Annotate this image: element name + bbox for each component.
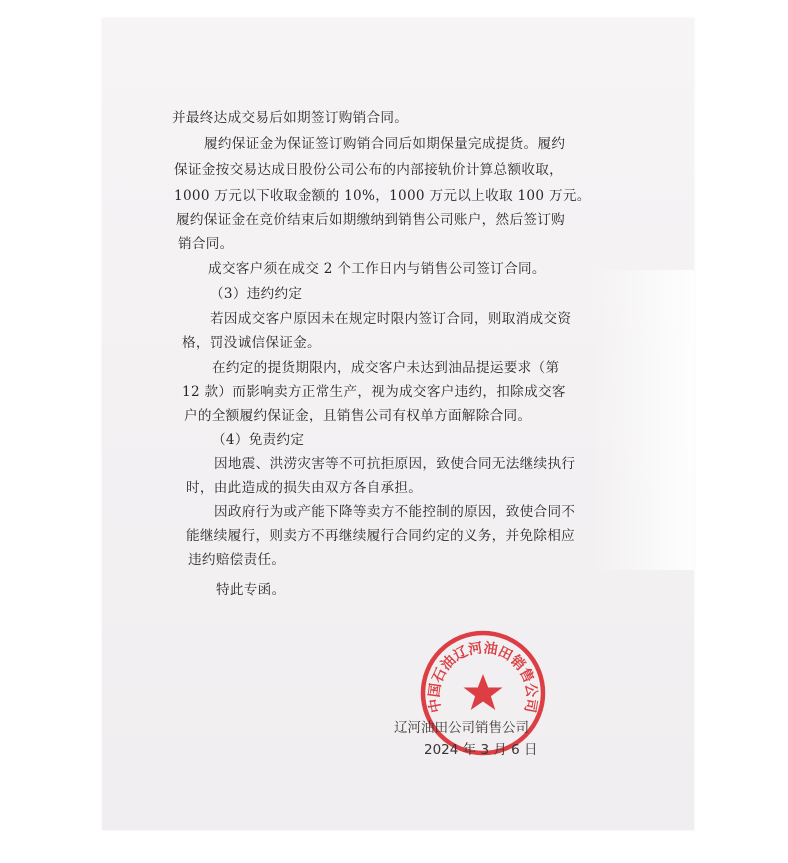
body-line-2: 履约保证金为保证签订购销合同后如期保量完成提货。履约 — [204, 136, 566, 152]
body-line-7: 成交客户须在成交 2 个工作日内与销售公司签订合同。 — [208, 261, 546, 277]
body-line-17: 因政府行为或产能下降等卖方不能控制的原因，致使合同不 — [214, 504, 576, 520]
body-line-13: 户的全额履约保证金，且销售公司有权单方面解除合同。 — [184, 408, 532, 424]
body-line-4: 1000 万元以下收取金额的 10%，1000 万元以上收取 100 万元。 — [174, 188, 591, 204]
body-line-18: 能继续履行，则卖方不再继续履行合同约定的义务，并免除相应 — [186, 528, 576, 544]
closing-line: 特此专函。 — [216, 582, 286, 598]
section-heading-exemption: （4）免责约定 — [212, 432, 305, 448]
signature-company: 辽河油田公司销售公司 — [394, 720, 529, 736]
seal-star-icon — [464, 674, 503, 710]
body-line-15: 因地震、洪涝灾害等不可抗拒原因，致使合同无法继续执行 — [214, 456, 576, 472]
body-line-19: 违约赔偿责任。 — [188, 552, 286, 568]
body-line-16: 时，由此造成的损失由双方各自承担。 — [186, 480, 423, 496]
body-line-11: 在约定的提货期限内，成交客户未达到油品提运要求（第 — [212, 360, 560, 376]
body-line-10: 格，罚没诚信保证金。 — [182, 335, 321, 351]
paper-fold-shade — [590, 270, 694, 570]
body-line-3: 保证金按交易达成日股份公司公布的内部接轨价计算总额收取， — [174, 162, 564, 178]
body-line-9: 若因成交客户原因未在规定时限内签订合同，则取消成交资 — [210, 311, 572, 327]
seal-text: 中国石油辽河油田销售公司 — [426, 640, 540, 714]
body-line-12: 12 款）而影响卖方正常生产，视为成交客户违约，扣除成交客 — [182, 384, 566, 400]
body-line-6: 销合同。 — [178, 236, 234, 252]
body-line-5: 履约保证金在竞价结束后如期缴纳到销售公司账户，然后签订购 — [176, 212, 566, 228]
body-line-1: 并最终达成交易后如期签订购销合同。 — [172, 110, 409, 126]
section-heading-breach: （3）违约约定 — [210, 286, 303, 302]
signature-date: 2024 年 3 月 6 日 — [424, 742, 538, 758]
